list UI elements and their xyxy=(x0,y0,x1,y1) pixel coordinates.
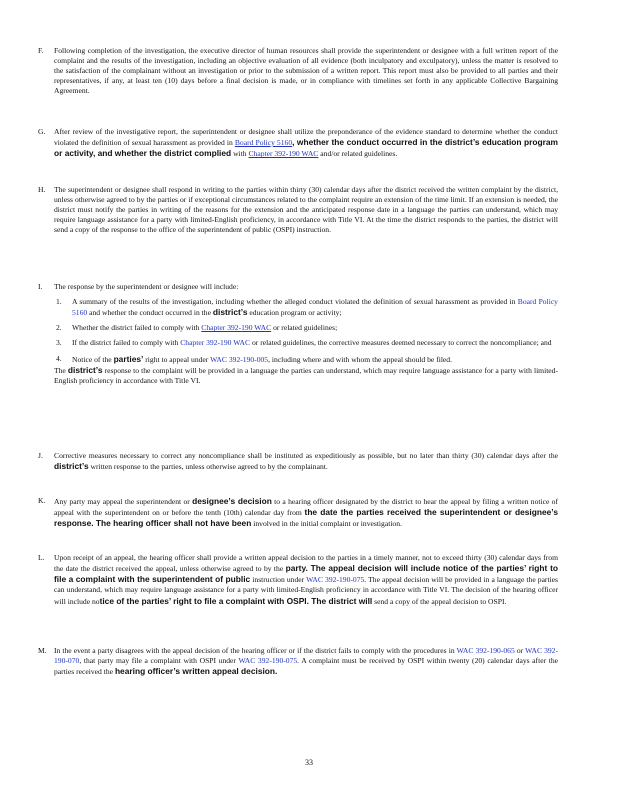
section-intro: The response by the superintendent or designee will include: xyxy=(54,282,239,291)
section-letter: G. xyxy=(38,127,46,136)
section-letter: H. xyxy=(38,185,46,194)
section-i xyxy=(38,282,558,386)
text-run: . The appeal decision will be provided in a language the parties can understand, which may require language assistance for a party with limited-English proficiency in accordance with Title VI. The decision of the hearing officer will include no xyxy=(54,575,559,606)
section-text xyxy=(54,127,558,159)
section-text: Following completion of the investigation, the executive director of human resources shall provide the superintendent or designee with a full written report of the complaint and the results of the investigation, including an objective evaluation of all evidence (both inculpatory and exculpatory), unless the matter is resolved to the satisfaction of the complainant without an investigation or prior to the submission of a written report. This report must also be provided to all parties and their representatives, if any, at least ten (10) days before a final decision is made, or in compliance with timelines set forth in any applicable Collective Bargaining Agreement. xyxy=(54,46,558,96)
text-run: and/or related guidelines. xyxy=(320,149,398,159)
text-run: district’s xyxy=(212,307,248,318)
text-run: Upon receipt of an appeal, the hearing officer shall provide a written appeal decision to the parties in a timely manner, not to exceed thirty (30) calendar days from the date the district received the appeal, unless otherwise agreed to by the xyxy=(54,553,558,574)
wac-392-190-005-link[interactable]: WAC 392-190-005 xyxy=(210,354,269,364)
section-letter: J. xyxy=(38,451,43,460)
text-run: , that party may file a complaint with OSPI under xyxy=(79,656,236,666)
text-run: , including where and with whom the appeal should be filed. xyxy=(268,354,453,364)
wac-392-190-075-link[interactable]: WAC 392-190-075 xyxy=(306,575,365,585)
wac-392-190-075-link[interactable]: WAC 392-190-075 xyxy=(238,656,298,666)
text-run: A summary of the results of the investigation, including whether the alleged conduct violated the definition of sexual harassment as provided in xyxy=(72,297,516,307)
text-run: , whether the conduct occurred in the district’s education program or activity, and whether the district complied xyxy=(54,137,558,159)
section-m xyxy=(38,646,558,677)
text-run: district’s xyxy=(54,461,89,472)
section-f xyxy=(38,46,558,96)
section-text: The superintendent or designee shall respond in writing to the parties within thirty (30) calendar days after the district received the written complaint by the district, unless otherwise agreed to by the parties or if exceptional circumstances related to the complaint require an extension of the time limit. If an extension is needed, the district must notify the parties in writing of the reasons for the extension and the anticipated response date in a language the parties can understand, which may require language assistance for a party with limited-English proficiency, in accordance with Title VI. At the time the district responds to the parties, the district will send a copy of the response to the office of the superintendent of public (OSPI) instruction. xyxy=(54,185,558,235)
section-letter: I. xyxy=(38,282,43,291)
list-number: 1. xyxy=(56,297,62,307)
section-k xyxy=(38,496,558,530)
text-run: send a copy of the appeal decision to OSPI. xyxy=(374,596,507,606)
board-policy-5160-link[interactable]: Board Policy 5160 xyxy=(72,297,558,318)
text-run: Corrective measures necessary to correct any noncompliance shall be instituted as expeditiously as possible, but no later than thirty (30) calendar days after the xyxy=(54,451,558,460)
section-text xyxy=(54,646,558,677)
section-text xyxy=(54,496,558,530)
text-run: or related guidelines; xyxy=(273,323,338,333)
section-text xyxy=(54,365,558,386)
section-h xyxy=(38,185,558,235)
section-text xyxy=(54,451,558,472)
text-run: the date the parties received the superintendent or designee’s response. The hearing officer shall not have been xyxy=(54,507,558,529)
list-number: 4. xyxy=(56,353,62,363)
text-run: If the district failed to comply with xyxy=(72,338,179,348)
text-run: response to the complaint will be provided in a language the parties can understand, which may require language assistance for a party with limited-English proficiency in accordance with Title VI. xyxy=(54,365,559,385)
text-run: or related guidelines, the corrective measures deemed necessary to correct the noncompliance; and xyxy=(252,338,552,348)
text-run: to a hearing officer designated by the district to hear the appeal by filing a written notice of appeal with the superintendent on or before the tenth (10th) calendar day from xyxy=(54,497,559,518)
text-run: Whether the district failed to comply with xyxy=(72,323,200,333)
section-letter: F. xyxy=(38,46,44,55)
text-run: parties’ xyxy=(113,353,144,364)
text-run: hearing officer’s written appeal decision. xyxy=(114,666,278,677)
list-item xyxy=(56,338,558,348)
text-run: right to appeal under xyxy=(145,354,209,364)
section-letter: K. xyxy=(38,496,46,505)
text-run: involved in the initial complaint or investigation. xyxy=(253,519,402,529)
section-g xyxy=(38,127,558,159)
list-item xyxy=(56,297,558,318)
chapter-392-190-wac-link[interactable]: Chapter 392-190 WAC xyxy=(180,338,251,348)
list-item xyxy=(56,323,558,333)
text-run: education program or activity; xyxy=(249,308,342,318)
list-item xyxy=(56,354,558,365)
text-run: district’s xyxy=(67,364,103,375)
page-number: 33 xyxy=(305,758,313,767)
text-run: written response to the parties, unless otherwise agreed to by the complainant. xyxy=(90,462,328,472)
text-run: or xyxy=(516,646,524,655)
text-run: The xyxy=(54,365,66,375)
text-run: Any party may appeal the superintendent or xyxy=(54,497,190,506)
section-text xyxy=(54,553,558,607)
text-run: . A complaint must be received by OSPI within twenty (20) calendar days after the parties received the xyxy=(54,656,558,677)
text-run: instruction under xyxy=(252,575,305,585)
section-letter: M. xyxy=(38,646,47,655)
section-l xyxy=(38,553,558,607)
text-run: After review of the investigative report, the superintendent or designee shall utilize the preponderance of the evidence standard to determine whether the conduct violated the definition of sexual harassment as provided in xyxy=(54,127,558,148)
chapter-392-190-wac-link[interactable]: Chapter 392-190 WAC xyxy=(248,149,319,159)
section-j xyxy=(38,451,558,472)
text-run: Notice of the xyxy=(72,354,112,364)
text-run: with xyxy=(233,149,247,159)
board-policy-5160-link[interactable]: Board Policy 5160 xyxy=(234,138,293,148)
list-number: 3. xyxy=(56,338,62,348)
text-run: designee’s decision xyxy=(192,496,272,506)
wac-392-190-070-link[interactable]: WAC 392-190-070 xyxy=(54,646,559,666)
text-run: party. The appeal decision will include notice of the parties’ right to file a complaint with the superintendent of public xyxy=(54,563,559,585)
section-letter: L. xyxy=(38,553,45,562)
wac-392-190-065-link[interactable]: WAC 392-190-065 xyxy=(456,646,515,655)
text-run: and whether the conduct occurred in the xyxy=(89,308,211,318)
text-run: In the event a party disagrees with the appeal decision of the hearing officer or if the district fails to comply with the procedures in xyxy=(54,646,455,655)
text-run: tice of the parties’ right to file a complaint with OSPI. The district will xyxy=(99,595,373,606)
list-number: 2. xyxy=(56,323,62,333)
chapter-392-190-wac-link[interactable]: Chapter 392-190 WAC xyxy=(201,323,272,333)
